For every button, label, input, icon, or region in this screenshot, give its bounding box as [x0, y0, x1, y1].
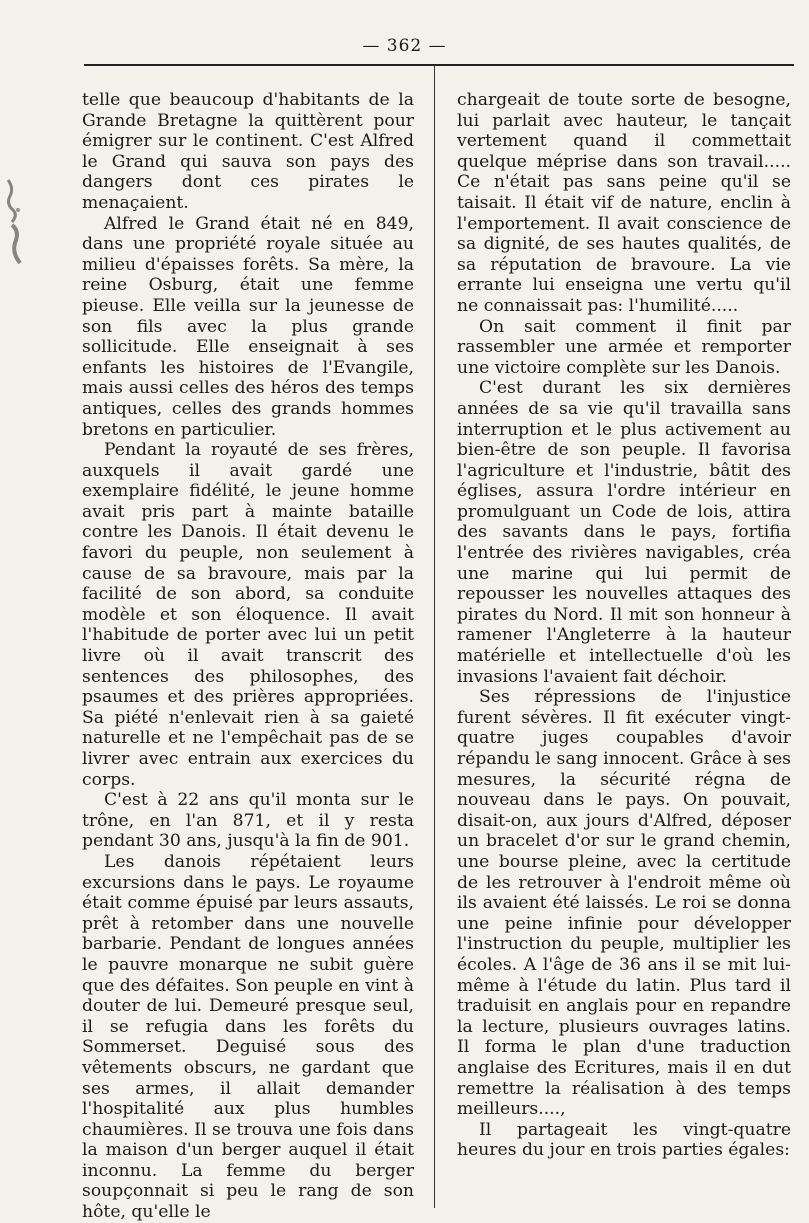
left-column — [82, 90, 414, 1223]
column-divider — [434, 66, 435, 1208]
paragraph: Ses répressions de l'injustice furent sévères. Il fit exécuter vingt-quatre juges coupables d'avoir répandu le sang innocent. Grâce à ses mesures, la sécurité régna de nouveau dans le pays. On pouvait, disait-on, aux jours d'Alfred, déposer un bracelet d'or sur le grand chemin, une bourse pleine, avec la certitude de les retrouver à l'endroit même où ils avaient été laissés. Le roi se donna une peine infinie pour développer l'instruction du peuple, multiplier les écoles. A l'âge de 36 ans il se mit lui-même à l'étude du latin. Plus tard il traduisit en anglais pour en repandre la lecture, plusieurs ouvrages latins. Il forma le plan d'une traduction anglaise des Ecritures, mais il en dut remettre la réalisation à des temps meilleurs...., — [457, 687, 791, 1120]
right-column — [457, 90, 791, 1161]
paragraph: Alfred le Grand était né en 849, dans une propriété royale située au milieu d'épaisses forêts. Sa mère, la reine Osburg, était une femme pieuse. Elle veilla sur la jeunesse de son fils avec la plus grande sollicitude. Elle enseignait à ses enfants les histoires de l'Evangile, mais aussi celles des héros des temps antiques, celles des grands hommes bretons en particulier. — [82, 213, 414, 440]
page-number: — 362 — — [362, 36, 447, 56]
paragraph: Pendant la royauté de ses frères, auxquels il avait gardé une exemplaire fidélité, le jeune homme avait pris part à mainte bataille contre les Danois. Il était devenu le favori du peuple, non seulement à cause de sa bravoure, mais par la facilité de son abord, sa conduite modèle et son éloquence. Il avait l'habitude de porter avec lui un petit livre où il avait transcrit des sentences des philosophes, des psaumes et des prières appropriées. Sa piété n'enlevait rien à sa gaieté naturelle et ne l'empêchait pas de se livrer avec entrain aux exercices du corps. — [82, 440, 414, 790]
paragraph: chargeait de toute sorte de besogne, lui parlait avec hauteur, le tançait vertement quand il commettait quelque méprise dans son travail..... Ce n'était pas sans peine qu'il se taisait. Il était vif de nature, enclin à l'emportement. Il avait conscience de sa dignité, de ses hautes qualités, de sa réputation de bravoure. La vie errante lui enseigna une vertu qu'il ne connaissait pas: l'humilité..... — [457, 90, 791, 316]
paragraph: C'est durant les six dernières années de sa vie qu'il travailla sans interruption et le plus activement au bien-être de son peuple. Il favorisa l'agriculture et l'industrie, bâtit des églises, assura l'ordre intérieur en promulguant un Code de lois, attira des savants dans le pays, fortifia l'entrée des rivières navigables, créa une marine qui lui permit de repousser les nouvelles attaques des pirates du Nord. Il mit son honneur à ramener l'Angleterre à la hauteur matérielle et intellectuelle d'où les invasions l'avaient fait déchoir. — [457, 378, 791, 687]
paragraph: C'est à 22 ans qu'il monta sur le trône, en l'an 871, et il y resta pendant 30 ans, jusqu'à la fin de 901. — [82, 790, 414, 852]
paragraph: On sait comment il finit par rassembler une armée et remporter une victoire complète sur les Danois. — [457, 316, 791, 378]
paragraph: Les danois répétaient leurs excursions dans le pays. Le royaume était comme épuisé par leurs assauts, prêt à retomber dans une nouvelle barbarie. Pendant de longues années le pauvre monarque ne subit guère que des défaites. Son peuple en vint à douter de lui. Demeuré presque seul, il se refugia dans les forêts du Sommerset. Deguisé sous des vêtements obscurs, ne gardant que ses armes, il allait demander l'hospitalité aux plus humbles chaumières. Il se trouva une fois dans la maison d'un berger auquel il était inconnu. La femme du berger soupçonnait si peu le rang de son hôte, qu'elle le — [82, 851, 414, 1223]
header-rule — [84, 64, 794, 66]
ink-stain — [0, 170, 30, 280]
paragraph: Il partageait les vingt-quatre heures du jour en trois parties égales: — [457, 1119, 791, 1161]
paragraph: telle que beaucoup d'habitants de la Grande Bretagne la quittèrent pour émigrer sur le continent. C'est Alfred le Grand qui sauva son pays des dangers dont ces pirates le menaçaient. — [82, 90, 414, 213]
